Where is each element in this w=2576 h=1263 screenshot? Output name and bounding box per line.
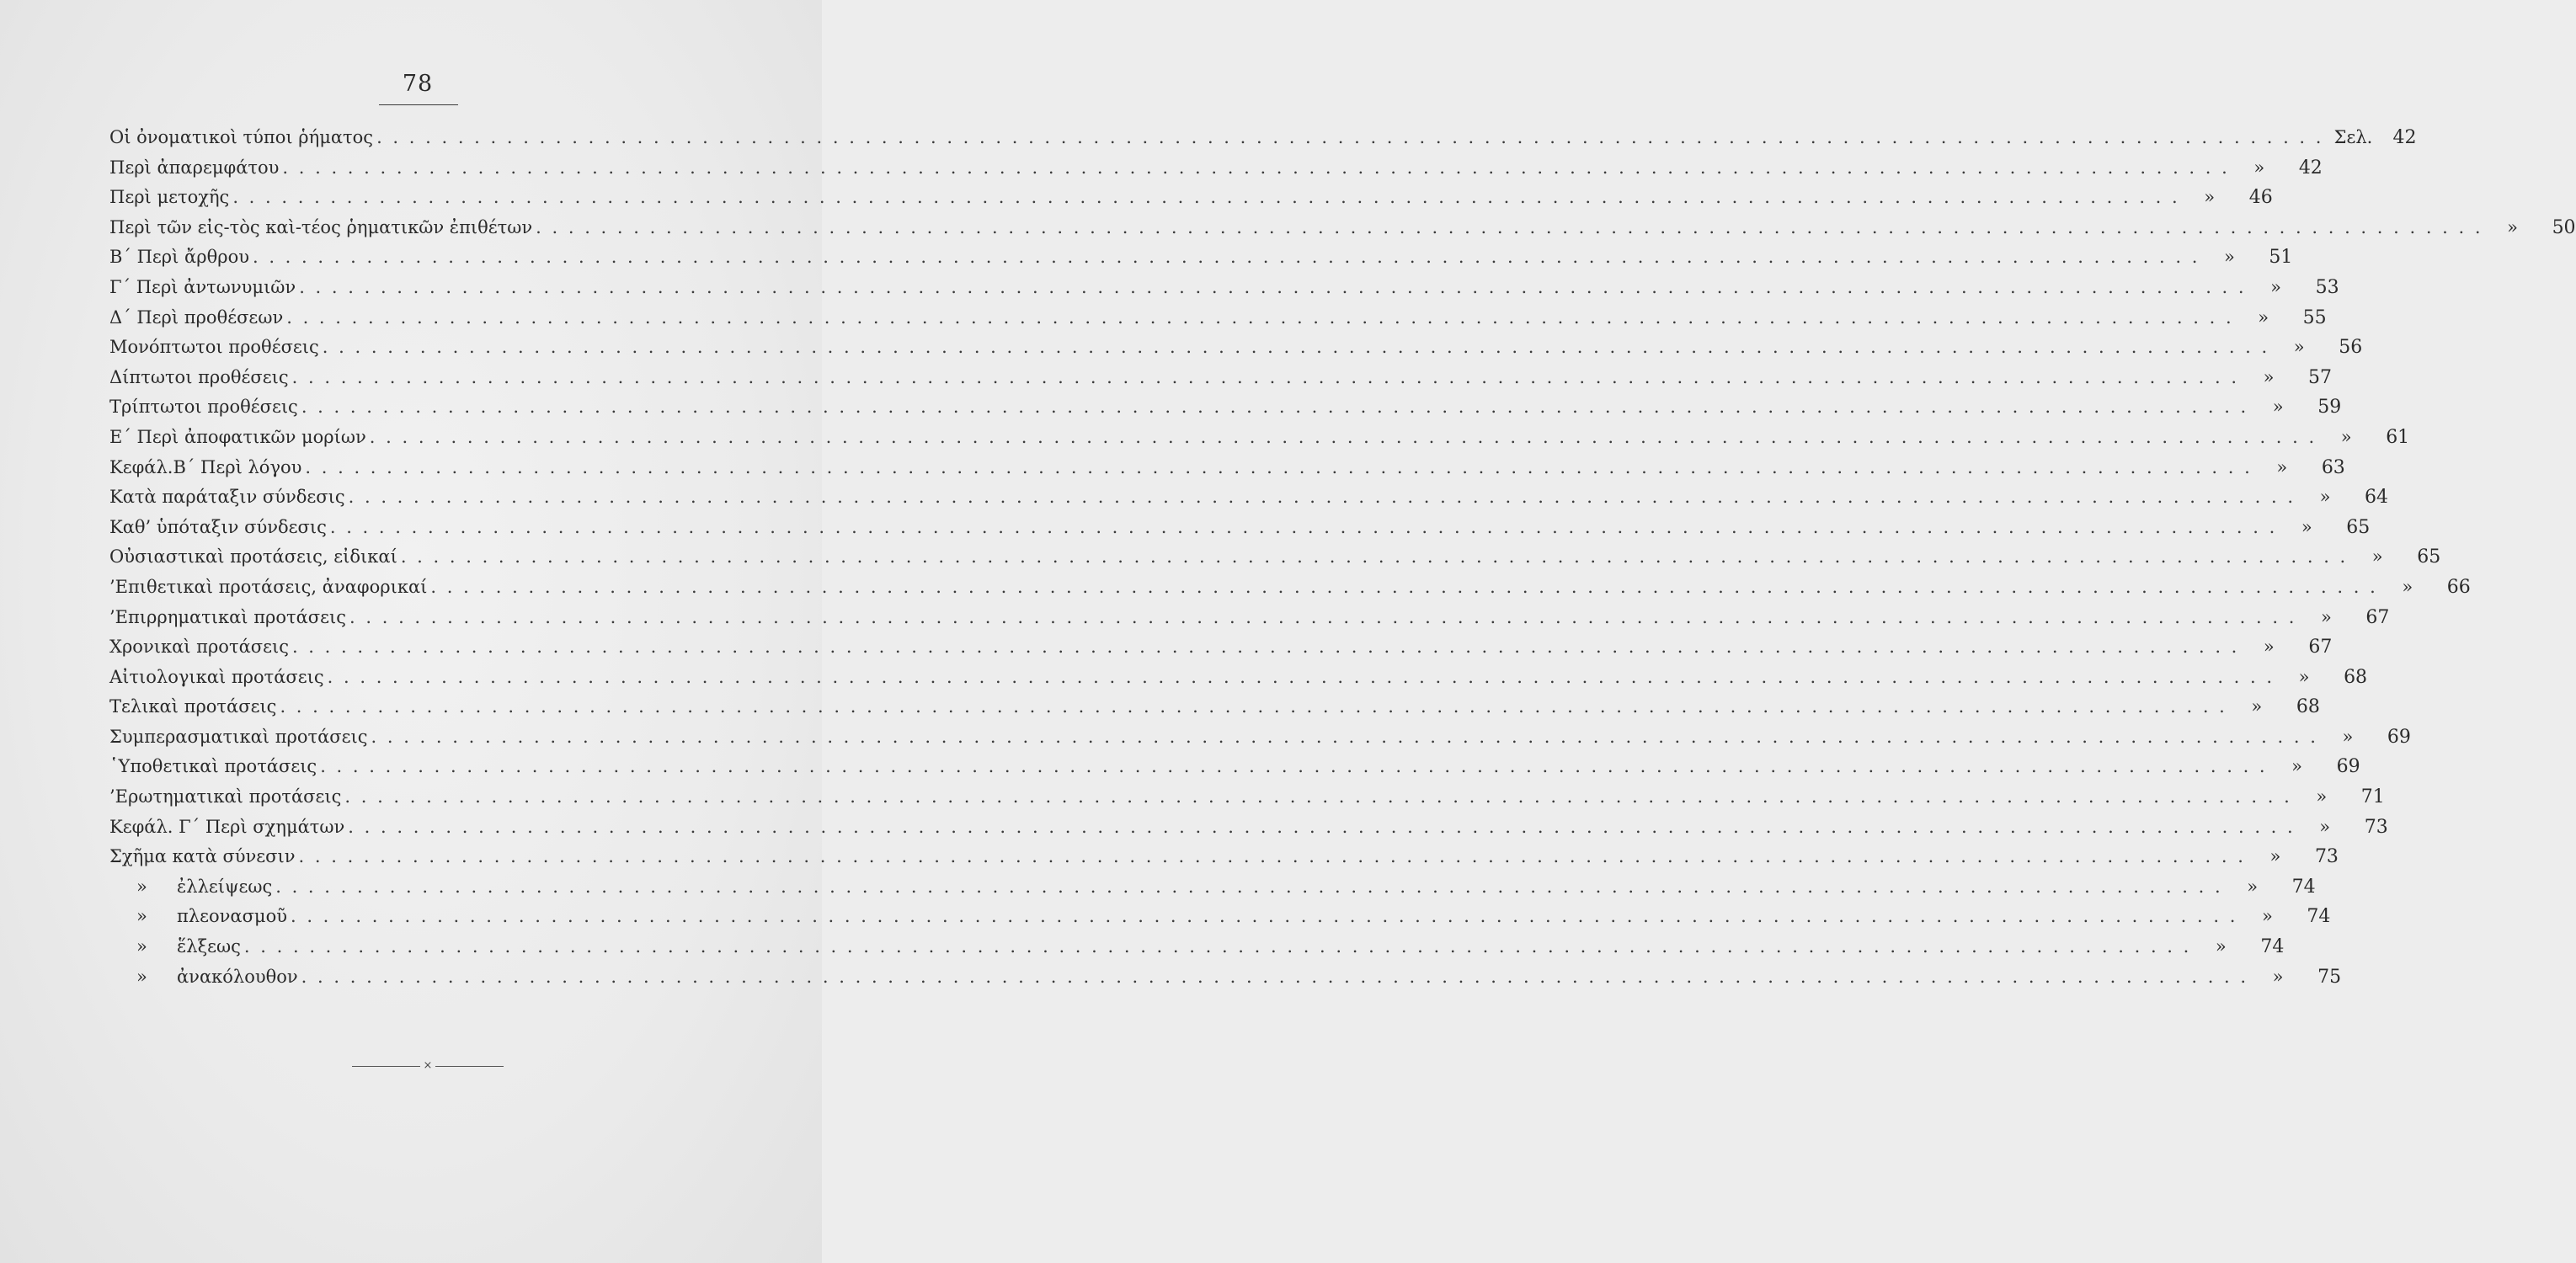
toc-entry [103, 813, 2388, 843]
toc-leader-dots: . . . . . . . . . . . . . . . . . . . . . . . . . . . . . . . . . . . . . . . . . . . . . . . . . . . . . . . . . . . . . . . . . . . . . . . . . . . . . . . . . . . . . . . . . . . . . . . . . . . . . . . . . . . . . . . . . . . . . . . . [327, 666, 2275, 687]
toc-entry-ditto: » [2269, 846, 2281, 867]
toc-entry-page: 71 [2360, 786, 2385, 808]
toc-entry-page: 67 [2365, 606, 2390, 628]
toc-entry [103, 392, 2342, 423]
footer-ornament [352, 1059, 504, 1073]
toc-entry-page: 67 [2308, 637, 2333, 658]
toc-entry-title-text: Τρίπτωτοι προθέσεις [109, 397, 298, 418]
toc-leader-dots: . . . . . . . . . . . . . . . . . . . . . . . . . . . . . . . . . . . . . . . . . . . . . . . . . . . . . . . . . . . . . . . . . . . . . . . . . . . . . . . . . . . . . . . . . . . . . . . . . . . . . . . . . . . . . . . . . . . . . . . . [298, 846, 2246, 867]
toc-entry-title-text: Σχῆμα κατὰ σύνεσιν [109, 846, 296, 867]
toc-entry [103, 573, 2471, 603]
toc-entry-ditto-marker: » [136, 876, 147, 897]
toc-entry-ditto: » [2247, 876, 2259, 897]
toc-entry-ditto: » [2263, 637, 2275, 658]
toc-entry-title-text: Γ΄ Περὶ ἀντωνυμιῶν [109, 276, 296, 297]
toc-leader-dots: . . . . . . . . . . . . . . . . . . . . . . . . . . . . . . . . . . . . . . . . . . . . . . . . . . . . . . . . . . . . . . . . . . . . . . . . . . . . . . . . . . . . . . . . . . . . . . . . . . . . . . . . . . . . . . . . . . . . . . . . [290, 906, 2238, 927]
toc-entry-ditto: » [2270, 276, 2282, 297]
toc-entry-title [103, 213, 532, 243]
toc-leader-dots: . . . . . . . . . . . . . . . . . . . . . . . . . . . . . . . . . . . . . . . . . . . . . . . . . . . . . . . . . . . . . . . . . . . . . . . . . . . . . . . . . . . . . . . . . . . . . . . . . . . . . . . . . . . . . . . . . . . . . . . . [320, 756, 2268, 777]
toc-entry-title-text: Κεφάλ.Β΄ Περὶ λόγου [109, 456, 302, 477]
toc-entry-ditto: » [2319, 816, 2331, 837]
toc-entry-page: 65 [2346, 516, 2371, 538]
toc-entry-ditto: » [2319, 487, 2331, 508]
toc-entry-ditto: » [2316, 786, 2328, 807]
toc-leader-dots: . . . . . . . . . . . . . . . . . . . . . . . . . . . . . . . . . . . . . . . . . . . . . . . . . . . . . . . . . . . . . . . . . . . . . . . . . . . . . . . . . . . . . . . . . . . . . . . . . . . . . . . . . . . . . . . . . . . . . . . . [322, 337, 2270, 358]
toc-entry-title [103, 722, 368, 753]
toc-entry-title [103, 813, 344, 843]
toc-entry-page: 68 [2344, 666, 2368, 688]
toc-entry-ditto: » [2340, 426, 2352, 447]
toc-leader-dots: . . . . . . . . . . . . . . . . . . . . . . . . . . . . . . . . . . . . . . . . . . . . . . . . . . . . . . . . . . . . . . . . . . . . . . . . . . . . . . . . . . . . . . . . . . . . . . . . . . . . . . . . . . . . . . . . . . . . . . . . [243, 936, 2192, 957]
toc-entry-title-text: Χρονικαὶ προτάσεις [109, 637, 289, 658]
toc-leader-dots: . . . . . . . . . . . . . . . . . . . . . . . . . . . . . . . . . . . . . . . . . . . . . . . . . . . . . . . . . . . . . . . . . . . . . . . . . . . . . . . . . . . . . . . . . . . . . . . . . . . . . . . . . . . . . . . . . . . . . . . . [329, 516, 2278, 537]
table-of-contents [103, 123, 2576, 992]
toc-entry-ditto-marker: » [136, 906, 147, 927]
toc-entry-ditto: » [2263, 366, 2275, 387]
toc-entry-page: 42 [2392, 127, 2417, 148]
toc-leader-dots: . . . . . . . . . . . . . . . . . . . . . . . . . . . . . . . . . . . . . . . . . . . . . . . . . . . . . . . . . . . . . . . . . . . . . . . . . . . . . . . . . . . . . . . . . . . . . . . . . . . . . . . . . . . . . . . . . . . . . . . . [369, 426, 2317, 447]
toc-entry [103, 242, 2293, 273]
toc-entry-title [103, 902, 287, 932]
toc-entry [103, 303, 2327, 333]
toc-entry-ditto: » [2507, 216, 2518, 237]
ornament-cross: × [423, 1059, 433, 1072]
toc-entry-ditto: » [2402, 576, 2413, 597]
toc-entry [103, 213, 2576, 243]
toc-entry-ditto: » [2276, 456, 2288, 477]
toc-entry-title-text: ’Επιθετικαὶ προτάσεις, ἀναφορικαί [109, 576, 428, 597]
toc-entry-title [103, 632, 289, 663]
toc-entry [103, 513, 2371, 543]
toc-entry-title-text: Κατὰ παράταξιν σύνδεσις [109, 487, 345, 508]
toc-entry-page: 53 [2315, 276, 2339, 298]
toc-entry-ditto: » [2215, 936, 2227, 957]
toc-leader-dots: . . . . . . . . . . . . . . . . . . . . . . . . . . . . . . . . . . . . . . . . . . . . . . . . . . . . . . . . . . . . . . . . . . . . . . . . . . . . . . . . . . . . . . . . . . . . . . . . . . . . . . . . . . . . . . . . . . . . . . . . [349, 606, 2297, 627]
toc-entry [103, 183, 2273, 213]
toc-entry-ditto: » [2272, 397, 2284, 418]
toc-leader-dots: . . . . . . . . . . . . . . . . . . . . . . . . . . . . . . . . . . . . . . . . . . . . . . . . . . . . . . . . . . . . . . . . . . . . . . . . . . . . . . . . . . . . . . . . . . . . . . . . . . . . . . . . . . . . . . . . . . . . . . . . [286, 306, 2234, 328]
toc-entry-title [103, 573, 427, 603]
toc-entry-title [103, 453, 301, 483]
toc-entry-title-text: ἕλξεως [177, 936, 241, 957]
toc-entry-page: 56 [2339, 337, 2363, 359]
toc-leader-dots: . . . . . . . . . . . . . . . . . . . . . . . . . . . . . . . . . . . . . . . . . . . . . . . . . . . . . . . . . . . . . . . . . . . . . . . . . . . . . . . . . . . . . . . . . . . . . . . . . . . . . . . . . . . . . . . . . . . . . . . . [232, 187, 2180, 208]
toc-entry [103, 153, 2323, 184]
toc-leader-dots: . . . . . . . . . . . . . . . . . . . . . . . . . . . . . . . . . . . . . . . . . . . . . . . . . . . . . . . . . . . . . . . . . . . . . . . . . . . . . . . . . . . . . . . . . . . . . . . . . . . . . . . . . . . . . . . . . . . . . . . . [252, 247, 2200, 268]
toc-entry-title-text: Περὶ μετοχῆς [109, 187, 230, 208]
toc-entry-page: 42 [2298, 157, 2323, 179]
toc-entry-title-text: Ε΄ Περὶ ἀποφατικῶν μορίων [109, 426, 366, 447]
toc-entry [103, 962, 2342, 993]
toc-entry-page: 74 [2291, 876, 2316, 898]
toc-entry-title [103, 303, 283, 333]
toc-entry [103, 542, 2441, 573]
toc-entry-page: 74 [2307, 906, 2331, 928]
toc-entry-title-text: ῾Υποθετικαὶ προτάσεις [109, 756, 317, 777]
toc-leader-dots: . . . . . . . . . . . . . . . . . . . . . . . . . . . . . . . . . . . . . . . . . . . . . . . . . . . . . . . . . . . . . . . . . . . . . . . . . . . . . . . . . . . . . . . . . . . . . . . . . . . . . . . . . . . . . . . . . . . . . . . . [275, 876, 2223, 897]
toc-entry-title-text: Μονόπτωτοι προθέσεις [109, 337, 319, 358]
toc-leader-dots: . . . . . . . . . . . . . . . . . . . . . . . . . . . . . . . . . . . . . . . . . . . . . . . . . . . . . . . . . . . . . . . . . . . . . . . . . . . . . . . . . . . . . . . . . . . . . . . . . . . . . . . . . . . . . . . . . . . . . . . . [301, 397, 2249, 418]
toc-entry-title [103, 363, 289, 393]
toc-entry-title-text: πλεονασμοῦ [177, 906, 287, 927]
toc-entry-title [103, 782, 341, 813]
toc-entry [103, 453, 2345, 483]
toc-leader-dots: . . . . . . . . . . . . . . . . . . . . . . . . . . . . . . . . . . . . . . . . . . . . . . . . . . . . . . . . . . . . . . . . . . . . . . . . . . . . . . . . . . . . . . . . . . . . . . . . . . . . . . . . . . . . . . . . . . . . . . . . [280, 696, 2227, 717]
toc-entry-page: 65 [2417, 546, 2441, 568]
toc-leader-dots: . . . . . . . . . . . . . . . . . . . . . . . . . . . . . . . . . . . . . . . . . . . . . . . . . . . . . . . . . . . . . . . . . . . . . . . . . . . . . . . . . . . . . . . . . . . . . . . . . . . . . . . . . . . . . . . . . . . . . . . . [301, 966, 2249, 987]
toc-entry-page: 55 [2302, 306, 2327, 328]
toc-entry-title [103, 842, 296, 872]
toc-entry-title-text: Οἱ ὀνοματικοὶ τύποι ῥήματος [109, 127, 374, 147]
toc-entry [103, 842, 2339, 872]
toc-entry-ditto: » [2272, 966, 2284, 987]
toc-entry-title-text: Περὶ τῶν εἰς-τὸς καὶ-τέος ῥηματικῶν ἐπιθέτων [109, 216, 533, 237]
toc-entry-title [103, 123, 373, 153]
toc-entry-ditto: » [2371, 546, 2383, 568]
toc-entry-title-text: Κεφάλ. Γ΄ Περὶ σχημάτων [109, 816, 345, 837]
toc-entry [103, 423, 2410, 453]
toc-leader-dots: . . . . . . . . . . . . . . . . . . . . . . . . . . . . . . . . . . . . . . . . . . . . . . . . . . . . . . . . . . . . . . . . . . . . . . . . . . . . . . . . . . . . . . . . . . . . . . . . . . . . . . . . . . . . . . . . . . . . . . . . [348, 816, 2296, 837]
toc-entry [103, 363, 2333, 393]
toc-entry-page: 46 [2248, 187, 2273, 209]
toc-entry-title [103, 333, 319, 363]
toc-entry-title [103, 153, 279, 184]
toc-entry-page: 50 [2552, 216, 2576, 238]
toc-entry [103, 273, 2339, 303]
toc-entry-title-text: Περὶ ἀπαρεμφάτου [109, 157, 280, 178]
toc-entry-ditto: » [2253, 157, 2265, 178]
toc-entry-title-text: ἀνακόλουθον [177, 966, 298, 987]
toc-entry-ditto: » [2258, 306, 2269, 328]
toc-entry-title-text: Οὐσιαστικαὶ προτάσεις, εἰδικαί [109, 546, 397, 568]
toc-entry-title [103, 423, 366, 453]
toc-entry-ditto: » [2320, 606, 2332, 627]
toc-leader-dots: . . . . . . . . . . . . . . . . . . . . . . . . . . . . . . . . . . . . . . . . . . . . . . . . . . . . . . . . . . . . . . . . . . . . . . . . . . . . . . . . . . . . . . . . . . . . . . . . . . . . . . . . . . . . . . . . . . . . . . . . [430, 576, 2378, 597]
toc-entry-title-text: ἐλλείψεως [177, 876, 273, 897]
toc-leader-dots: . . . . . . . . . . . . . . . . . . . . . . . . . . . . . . . . . . . . . . . . . . . . . . . . . . . . . . . . . . . . . . . . . . . . . . . . . . . . . . . . . . . . . . . . . . . . . . . . . . . . . . . . . . . . . . . . . . . . . . . . [291, 366, 2240, 387]
toc-leader-dots: . . . . . . . . . . . . . . . . . . . . . . . . . . . . . . . . . . . . . . . . . . . . . . . . . . . . . . . . . . . . . . . . . . . . . . . . . . . . . . . . . . . . . . . . . . . . . . . . . . . . . . . . . . . . . . . . . . . . . . . . [344, 786, 2292, 807]
toc-entry [103, 872, 2316, 903]
ornament-line-left [352, 1066, 420, 1067]
toc-entry-title-text: Αἰτιολογικαὶ προτάσεις [109, 666, 324, 687]
toc-entry-ditto: » [2298, 666, 2310, 687]
toc-entry-title-text: Τελικαὶ προτάσεις [109, 696, 277, 717]
toc-entry-title-text: Β΄ Περὶ ἄρθρου [109, 247, 249, 268]
toc-entry [103, 333, 2363, 363]
toc-entry-title [103, 242, 249, 273]
toc-entry-title-text: Δίπτωτοι προθέσεις [109, 366, 289, 387]
toc-entry-page: 66 [2446, 576, 2471, 598]
toc-entry-ditto: » [2301, 516, 2312, 537]
toc-entry [103, 932, 2285, 962]
toc-leader-dots: . . . . . . . . . . . . . . . . . . . . . . . . . . . . . . . . . . . . . . . . . . . . . . . . . . . . . . . . . . . . . . . . . . . . . . . . . . . . . . . . . . . . . . . . . . . . . . . . . . . . . . . . . . . . . . . . . . . . . . . . [348, 487, 2296, 508]
toc-entry-title-text: Συμπερασματικαὶ προτάσεις [109, 726, 368, 747]
toc-entry [103, 722, 2411, 753]
toc-entry-page: 57 [2308, 366, 2333, 388]
toc-entry-page: 74 [2260, 936, 2285, 958]
toc-entry-page: 73 [2314, 846, 2339, 868]
toc-entry-ditto-marker: » [136, 966, 147, 987]
toc-entry-page: 68 [2296, 696, 2320, 718]
toc-entry-title [103, 183, 229, 213]
toc-entry-title [103, 542, 397, 573]
toc-entry-ditto: Σελ. [2333, 127, 2373, 147]
toc-entry-ditto: » [2342, 726, 2354, 747]
toc-entry-title-text: ’Επιρρηματικαὶ προτάσεις [109, 606, 347, 627]
toc-entry-title [103, 663, 324, 693]
toc-entry [103, 782, 2385, 813]
toc-entry-page: 63 [2321, 456, 2345, 478]
toc-entry-ditto: » [2293, 337, 2305, 358]
toc-entry-ditto: » [2261, 906, 2273, 927]
toc-entry-page: 61 [2386, 426, 2410, 448]
toc-leader-dots: . . . . . . . . . . . . . . . . . . . . . . . . . . . . . . . . . . . . . . . . . . . . . . . . . . . . . . . . . . . . . . . . . . . . . . . . . . . . . . . . . . . . . . . . . . . . . . . . . . . . . . . . . . . . . . . . . . . . . . . . [376, 127, 2324, 147]
toc-entry [103, 603, 2390, 633]
toc-leader-dots: . . . . . . . . . . . . . . . . . . . . . . . . . . . . . . . . . . . . . . . . . . . . . . . . . . . . . . . . . . . . . . . . . . . . . . . . . . . . . . . . . . . . . . . . . . . . . . . . . . . . . . . . . . . . . . . . . . . . . . . . [282, 157, 2230, 178]
toc-entry [103, 123, 2417, 153]
toc-entry-page: 75 [2317, 966, 2342, 988]
toc-entry-title [103, 932, 241, 962]
toc-entry-page: 73 [2364, 816, 2388, 838]
toc-entry-page: 69 [2387, 726, 2411, 748]
header-rule [379, 104, 458, 105]
toc-entry-title [103, 872, 272, 903]
toc-entry-ditto: » [2223, 247, 2235, 268]
toc-leader-dots: . . . . . . . . . . . . . . . . . . . . . . . . . . . . . . . . . . . . . . . . . . . . . . . . . . . . . . . . . . . . . . . . . . . . . . . . . . . . . . . . . . . . . . . . . . . . . . . . . . . . . . . . . . . . . . . . . . . . . . . . [536, 216, 2483, 237]
page-number: 78 [402, 71, 434, 97]
toc-entry [103, 663, 2368, 693]
toc-entry-title-text: Καθ’ ὑπόταξιν σύνδεσις [109, 516, 327, 537]
toc-entry-page: 51 [2269, 247, 2293, 269]
toc-entry [103, 902, 2331, 932]
toc-leader-dots: . . . . . . . . . . . . . . . . . . . . . . . . . . . . . . . . . . . . . . . . . . . . . . . . . . . . . . . . . . . . . . . . . . . . . . . . . . . . . . . . . . . . . . . . . . . . . . . . . . . . . . . . . . . . . . . . . . . . . . . . [400, 546, 2349, 568]
toc-entry [103, 632, 2333, 663]
toc-entry-title [103, 513, 327, 543]
toc-entry-title [103, 962, 298, 993]
toc-entry-title [103, 752, 317, 782]
toc-entry-ditto: » [2291, 756, 2303, 777]
ornament-line-right [435, 1066, 504, 1067]
toc-entry-page: 64 [2365, 487, 2389, 509]
toc-entry-title [103, 692, 276, 722]
toc-leader-dots: . . . . . . . . . . . . . . . . . . . . . . . . . . . . . . . . . . . . . . . . . . . . . . . . . . . . . . . . . . . . . . . . . . . . . . . . . . . . . . . . . . . . . . . . . . . . . . . . . . . . . . . . . . . . . . . . . . . . . . . . [305, 456, 2253, 477]
toc-entry [103, 692, 2320, 722]
toc-entry-title-text: ’Ερωτηματικαὶ προτάσεις [109, 786, 342, 807]
toc-entry-title [103, 273, 296, 303]
toc-leader-dots: . . . . . . . . . . . . . . . . . . . . . . . . . . . . . . . . . . . . . . . . . . . . . . . . . . . . . . . . . . . . . . . . . . . . . . . . . . . . . . . . . . . . . . . . . . . . . . . . . . . . . . . . . . . . . . . . . . . . . . . . [299, 276, 2247, 297]
toc-entry-page: 69 [2336, 756, 2360, 778]
toc-entry [103, 752, 2360, 782]
toc-leader-dots: . . . . . . . . . . . . . . . . . . . . . . . . . . . . . . . . . . . . . . . . . . . . . . . . . . . . . . . . . . . . . . . . . . . . . . . . . . . . . . . . . . . . . . . . . . . . . . . . . . . . . . . . . . . . . . . . . . . . . . . . [371, 726, 2318, 747]
toc-leader-dots: . . . . . . . . . . . . . . . . . . . . . . . . . . . . . . . . . . . . . . . . . . . . . . . . . . . . . . . . . . . . . . . . . . . . . . . . . . . . . . . . . . . . . . . . . . . . . . . . . . . . . . . . . . . . . . . . . . . . . . . . [291, 637, 2240, 658]
toc-entry-title [103, 392, 298, 423]
toc-entry-title [103, 482, 345, 513]
toc-entry-ditto: » [2251, 696, 2263, 717]
toc-entry-title-text: Δ΄ Περὶ προθέσεων [109, 306, 284, 328]
toc-entry [103, 482, 2389, 513]
toc-entry-title [103, 603, 346, 633]
toc-entry-page: 59 [2317, 397, 2342, 418]
toc-entry-ditto-marker: » [136, 936, 147, 957]
toc-entry-ditto: » [2204, 187, 2216, 208]
